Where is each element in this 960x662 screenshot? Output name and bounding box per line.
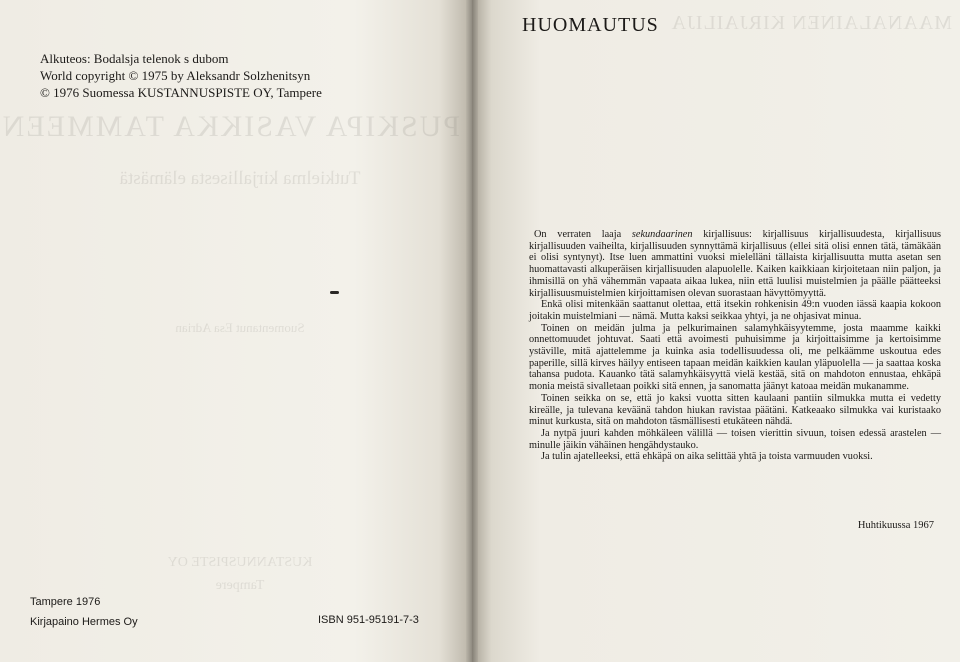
print-city-year: Tampere 1976 [30,596,101,608]
showthrough-publisher-city: Tampere [215,578,265,593]
right-page [472,0,960,662]
book-gutter [466,0,478,662]
paragraph: Toinen on meidän julma ja pelkurimainen salamyhkäisyytemme, josta maamme kaikki onnettomuudet johtuvat. Saati että avoimesti puhuisimme ja kirjoittaisimme ja kertoisimme ystäville, mitä ajattelemme ja kuinka asia todellisuudessa oli, me pelkäämme uskoutua edes paperille, sillä kirves häilyy entiseen tapaan meidän kaikkien kaulan yläpuolella — ja saattaa koska tahansa pudota. Kauanko tätä salamyhkäisyyttä vielä kestää, sitä on mahdoton ennustaa, ehkäpä monia meistä sivalletaan poikki sitä ennen, ja sanomatta jäänyt katoaa meidän mukanamme. [529,322,941,393]
preface-body [529,229,941,463]
finnish-copyright-line: © 1976 Suomessa KUSTANNUSPISTE OY, Tampere [40,85,322,100]
paragraph: On verraten laaja sekundaarinen kirjallisuus: kirjallisuus kirjallisuudesta, kirjallisuus kirjallisuuden vaiheilta, kirjallisuuden synnyttämä kirjallisuus (ellei sitä olisi ennen tätä, tämäkään ei olisi syntynyt). Itse luen ammattini vuoksi mielelläni tällaista kirjallisuutta mutta asetan sen huomattavasti alkuperäisen kirjallisuuden alapuolelle. Kaiken kaikkiaan kirjoitetaan niin paljon, ja ihmisillä on yhä vähemmän vapaata aikaa lukea, niin että luulisi muistelmien ja päälle päätteeksi kirjallisuusmuistelmien kirjoittamisen olevan suorastaan hävyttömyyttä. [529,229,942,299]
page-heading: HUOMAUTUS [522,14,659,36]
showthrough-translator: Suomentanut Esa Adrian [175,320,305,335]
printer-block [30,592,138,632]
paragraph: Enkä olisi mitenkään saattanut olettaa, että itsekin rohkenisin 49:n vuoden iässä kaapia kokoon joitakin muistelmiani — nämä. Mutta kaksi seikkaa yhtyi, ja ne ohjasivat minua. [529,299,941,322]
copyright-block [40,50,322,101]
left-page [0,0,472,662]
printer-name: Kirjapaino Hermes Oy [30,616,138,628]
world-copyright-line: World copyright © 1975 by Aleksandr Solzhenitsyn [40,68,311,83]
paragraph: Ja tulin ajatelleeksi, että ehkäpä on aika selittää yhtä ja toista varmuuden vuoksi. [541,451,873,463]
emphasis-word: sekundaarinen [631,229,693,240]
paragraph: Ja nytpä juuri kahden möhkäleen välillä — toisen vierittin sivuun, toisen edessä arastelen — minulle jäikin vähäinen hengähdystauko. [529,427,941,451]
date-signoff: Huhtikuussa 1967 [857,520,934,531]
original-title-line: Alkuteos: Bodalsja telenok s dubom [40,51,229,66]
ink-smudge [330,291,339,294]
showthrough-subtitle: Tutkielma kirjallisesta elämästä [119,168,361,189]
showthrough-heading: MAANALAINEN KIRJAILIJA [670,12,952,34]
showthrough-publisher: KUSTANNUSPISTE OY [167,555,313,570]
showthrough-title: PUSKIPA VASIKKA TAMMEEN [0,110,460,143]
isbn: ISBN 951-95191-7-3 [318,614,419,626]
paragraph: Toinen seikka on se, että jo kaksi vuotta sitten kaulaani pantiin silmukka mutta ei vedetty kireälle, ja tulevana keväänä tahdon hiukan ravistaa päätäni. Katkeaako silmukka vai kuristaako minut kurkusta, sitä on mahdoton täsmällisesti etukäteen nähdä. [529,392,941,428]
